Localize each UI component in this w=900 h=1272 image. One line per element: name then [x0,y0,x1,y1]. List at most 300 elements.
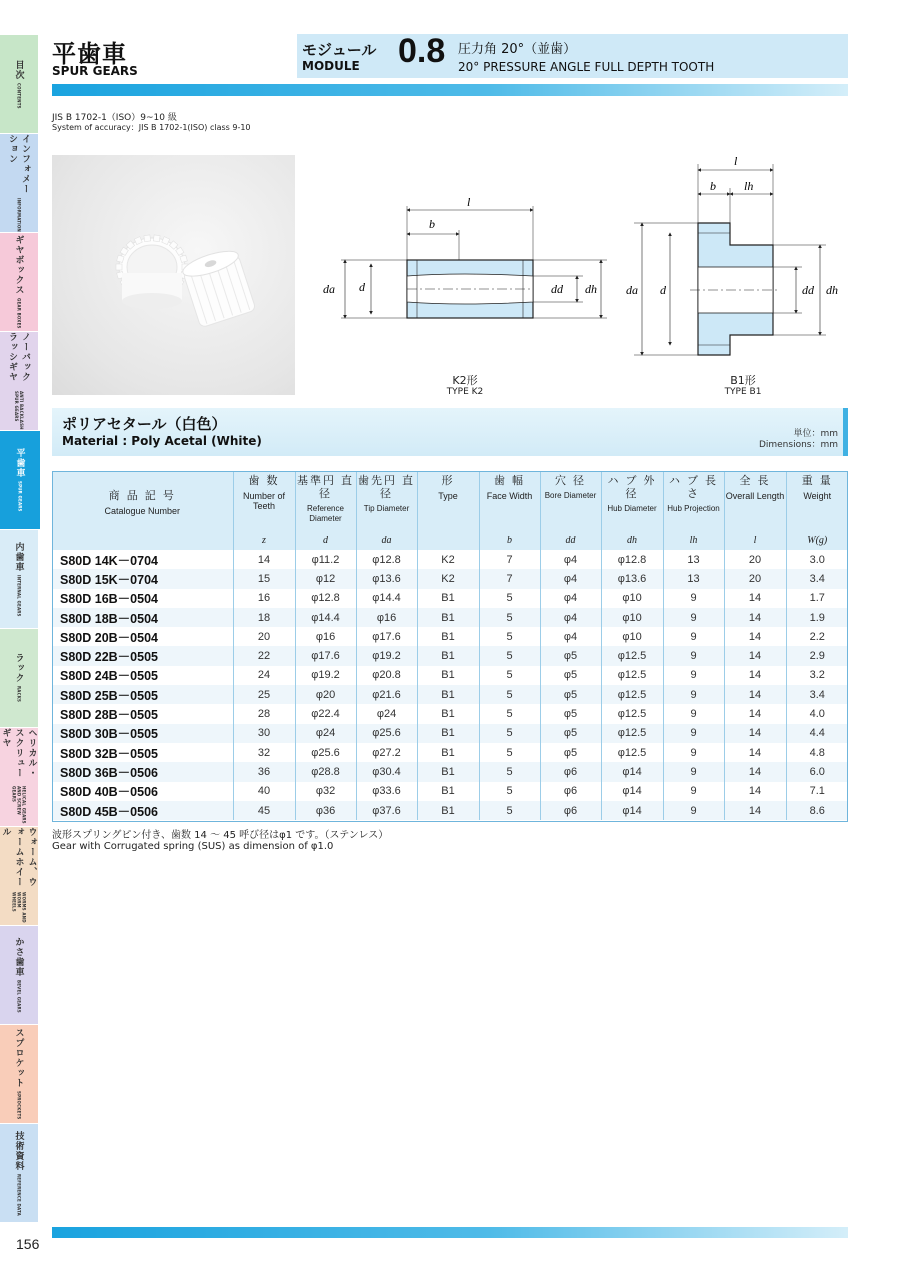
column-header [479,471,540,531]
side-tab-inner [13,235,26,329]
table-cell: φ10 [601,608,663,627]
table-cell: φ24 [295,724,356,743]
pressure-angle: 圧力角 20°（並歯） [458,42,577,57]
catalogue-number-cell: S80D 40B－0506 [52,782,233,801]
table-row [52,743,848,762]
table-row [52,685,848,704]
table-cell: 5 [479,724,540,743]
gear-photo-right [180,246,256,328]
table-cell: φ12.5 [601,704,663,723]
table-cell: 5 [479,646,540,665]
column-header-jp: 歯 幅 [493,475,526,487]
table-cell: φ37.6 [356,801,417,820]
table-cell: φ4 [540,569,601,588]
side-tab-10[interactable] [0,1025,38,1124]
column-header [663,471,724,531]
dim-label-d-b1: d [660,283,666,297]
table-row [52,646,848,665]
table-cell: φ17.6 [295,646,356,665]
column-header-en: Catalogue Number [104,506,181,516]
dim-label-dh-b1: dh [826,283,838,297]
table-cell: 5 [479,762,540,781]
catalogue-number-cell: S80D 28B－0505 [52,704,233,723]
side-tab-label-en: INFORMATION [16,198,22,232]
column-header-jp: ハ ブ 長 さ [668,475,719,500]
table-cell: 13 [663,569,724,588]
table-cell: B1 [417,646,479,665]
type-b1-label-en: TYPE B1 [724,387,762,397]
table-cell: 9 [663,627,724,646]
catalogue-number-cell: S80D 20B－0504 [52,627,233,646]
column-header-jp: 歯 数 [248,475,280,487]
table-cell: φ12.5 [601,743,663,762]
table-cell: 7 [479,569,540,588]
table-cell: 3.0 [809,553,825,566]
table-cell: 5 [479,627,540,646]
table-cell: φ12.8 [356,550,417,569]
table-cell: 9 [663,762,724,781]
dim-label-da-b1: da [626,283,638,297]
table-row [52,666,848,685]
table-cell: 9 [663,743,724,762]
catalogue-number-cell: S80D 36B－0506 [52,762,233,781]
table-cell: 4.8 [809,746,825,759]
dim-label-dd: dd [551,282,563,296]
table-cell: 5 [479,685,540,704]
table-cell: 5 [479,589,540,608]
table-cell: 32 [233,743,295,762]
column-header-jp: 商 品 記 号 [108,490,176,502]
side-tab-inner [0,728,39,826]
table-cell: 5 [479,608,540,627]
column-header-en: Hub Diameter [607,504,657,513]
unit-label: 単位：mm [793,429,838,439]
table-cell: φ12.5 [601,724,663,743]
side-tab-inner [13,1028,26,1119]
table-cell: 4.4 [786,724,848,743]
column-header-en: Weight [803,491,832,501]
table-cell: 9 [663,666,724,685]
column-header-en: Type [438,491,458,501]
side-tab-label: ヘリカル・スクリューギヤ [0,728,37,778]
side-tab-label-en: CONTENTS [16,82,22,109]
dim-label-lh: lh [744,179,754,193]
table-cell: 14 [724,646,786,665]
table-cell: 14 [724,724,786,743]
table-cell: φ6 [540,801,601,820]
table-cell: φ12.5 [601,646,663,665]
side-tab-label: 技術資料 [13,1130,24,1171]
spec-table [52,471,848,820]
table-cell: 20 [724,550,786,569]
dim-label-l-b1: l [734,154,738,168]
column-header-en: Face Width [486,491,533,501]
table-cell: 14 [724,743,786,762]
table-cell: 9 [663,724,724,743]
table-cell: φ12.8 [601,550,663,569]
product-photo [52,155,295,395]
table-cell: B1 [417,627,479,646]
side-tab-6[interactable] [0,629,38,728]
module-value: 0.8 [398,32,446,70]
module-label: モジュール [302,41,377,59]
table-cell: φ5 [540,646,601,665]
type-b1-label: B1形 [730,374,756,387]
side-tab-inner [13,60,26,109]
dim-label-dh: dh [585,282,597,296]
table-cell: 14 [724,666,786,685]
table-cell: 9 [663,782,724,801]
column-symbol: W(g) [786,531,848,550]
column-symbol: lh [663,531,724,550]
side-tab-label-en: RACKS [16,686,22,703]
dim-label-d: d [359,280,365,294]
dim-label-dd-b1: dd [802,283,814,297]
table-cell: 5 [479,801,540,820]
column-symbol: d [295,531,356,550]
table-cell: φ10 [601,589,663,608]
table-cell: 14 [724,608,786,627]
table-cell: φ16 [356,608,417,627]
side-tab-9[interactable] [0,926,38,1025]
column-header [724,471,786,531]
table-cell: φ14.4 [356,589,417,608]
pressure-angle-en: 20° PRESSURE ANGLE FULL DEPTH TOOTH [458,60,715,74]
side-tab-inner [13,1131,26,1216]
table-cell: 22 [233,646,295,665]
column-header [295,471,356,531]
side-tab-0[interactable] [0,35,38,134]
table-cell: φ12.5 [601,666,663,685]
table-cell: 15 [233,569,295,588]
table-cell: φ11.2 [295,550,356,569]
side-tab-11[interactable] [0,1124,38,1223]
material-title: ポリアセタール（白色） [62,415,227,433]
column-symbol: dh [601,531,663,550]
accuracy-class-en: System of accuracy：JIS B 1702-1(ISO) class 9-10 [52,123,251,132]
table-cell: B1 [417,685,479,704]
column-header-en: Hub Projection [667,504,720,513]
table-cell: φ5 [540,724,601,743]
table-cell: 30 [233,724,295,743]
catalogue-number-cell: S80D 14K－0704 [52,550,233,569]
side-tab-label-en: ANTI BACKLASH SPUR GEARS [14,390,24,430]
table-cell: φ5 [540,666,601,685]
catalogue-number-cell: S80D 16B－0504 [52,589,233,608]
side-tab-label: 平歯車 [14,448,25,479]
table-cell: 20 [233,627,295,646]
table-cell: B1 [417,608,479,627]
table-cell: 45 [233,801,295,820]
table-cell: 9 [663,646,724,665]
table-cell: 36 [233,762,295,781]
side-tab-8[interactable] [0,827,38,926]
side-tab-label: 内歯車 [13,541,24,572]
table-cell: K2 [417,550,479,569]
type-k2-diagram [315,190,615,330]
catalogue-number-cell: S80D 30B－0505 [52,724,233,743]
dim-label-da: da [323,282,335,296]
table-cell: φ14 [601,801,663,820]
table-row [52,589,848,608]
table-cell: φ19.2 [295,666,356,685]
side-tab-5[interactable] [0,530,38,629]
table-cell: 14 [724,762,786,781]
table-cell: 20 [724,569,786,588]
table-cell: φ25.6 [356,724,417,743]
side-tab-3[interactable] [0,332,38,431]
side-tab-label: ラック [13,653,24,684]
side-tab-1[interactable] [0,134,38,233]
column-symbol [52,531,233,550]
table-cell: 5 [479,743,540,762]
side-tab-inner [13,653,26,702]
table-cell: φ24 [356,704,417,723]
table-cell: φ13.6 [356,569,417,588]
catalogue-number-cell: S80D 18B－0504 [52,608,233,627]
module-label-en: MODULE [302,59,360,73]
side-tab-label-en: SPROCKETS [16,1091,22,1120]
side-tab-label: 目次 [13,59,24,80]
table-cell: φ33.6 [356,782,417,801]
table-cell: φ6 [540,762,601,781]
catalogue-number-cell: S80D 25B－0505 [52,685,233,704]
table-cell: 3.2 [809,669,825,682]
column-header-en: Bore Diameter [544,491,597,500]
table-cell: φ4 [540,550,601,569]
table-cell: φ5 [540,685,601,704]
side-tab-label-en: REFERENCE DATA [16,1173,22,1216]
column-header [417,471,479,531]
table-cell: φ28.8 [295,762,356,781]
page-number: 156 [16,1236,40,1252]
catalogue-number-cell: S80D 32B－0505 [52,743,233,762]
table-row [52,608,848,627]
side-tab-inner [13,937,26,1013]
table-cell: φ14.4 [295,608,356,627]
column-header [786,471,848,531]
table-row [52,762,848,781]
table-cell: B1 [417,589,479,608]
column-symbol: b [479,531,540,550]
column-symbol: z [233,531,295,550]
table-cell: 24 [233,666,295,685]
table-cell: φ12.8 [295,589,356,608]
column-header [356,471,417,531]
table-cell: 14 [724,704,786,723]
table-cell: φ19.2 [356,646,417,665]
table-cell: 40 [233,782,295,801]
side-tab-inner [14,448,27,512]
table-cell: φ4 [540,627,601,646]
catalogue-number-cell: S80D 22B－0505 [52,646,233,665]
column-header [52,471,233,531]
table-cell: 9 [663,801,724,820]
table-cell: φ25.6 [295,743,356,762]
side-tab-label-en: WORMS AND WORM WHEELS [11,891,27,923]
column-header-en: Overall Length [725,491,785,501]
side-tab-inner [13,542,26,617]
table-cell: 1.9 [786,608,848,627]
table-cell: B1 [417,724,479,743]
side-tab-label-en: BEVEL GEARS [16,980,22,1013]
table-cell: φ4 [540,589,601,608]
column-symbol: l [724,531,786,550]
column-header-jp: 穴 径 [554,475,587,487]
column-header-jp: 基準円 直 径 [296,475,355,500]
table-row [52,569,848,588]
side-tab-inner [6,332,32,430]
side-tab-inner [6,134,32,232]
table-cell: 9 [663,685,724,704]
gear-photo-left [116,235,188,309]
table-row [52,627,848,646]
table-cell: 5 [479,704,540,723]
page-title-en: SPUR GEARS [52,64,138,78]
title-underline-bar [52,84,848,96]
table-cell: φ10 [601,627,663,646]
table-cell: B1 [417,782,479,801]
table-cell: 14 [724,782,786,801]
side-tab-label: ギヤボックス [13,235,24,296]
table-cell: φ27.2 [356,743,417,762]
column-header [233,471,295,531]
column-header-jp: ハ ブ 外 径 [607,475,657,500]
table-cell: 5 [479,782,540,801]
table-cell: φ4 [540,608,601,627]
column-header [540,471,601,531]
column-header-jp: 全 長 [739,475,771,487]
side-tab-label: かさ歯車 [13,937,24,978]
table-cell: 1.7 [809,592,825,605]
catalogue-number-cell: S80D 15K－0704 [52,569,233,588]
table-cell: 16 [233,589,295,608]
column-header-jp: 歯先円 直 径 [357,475,416,500]
material-title-en: Material : Poly Acetal (White) [62,434,262,448]
column-header [601,471,663,531]
side-tab-label-en: SPUR GEARS [17,481,23,512]
type-k2-label: K2形 [452,374,478,387]
page-title: 平歯車 [52,40,127,68]
side-tab-label: ウォーム、ウォームホイール [0,827,37,887]
table-cell: 7 [479,550,540,569]
table-cell: 3.4 [786,685,848,704]
table-cell: φ5 [540,743,601,762]
side-tab-label: スプロケット [13,1028,24,1089]
catalogue-number-cell: S80D 45B－0506 [52,801,233,820]
table-cell: 9 [663,589,724,608]
table-cell: φ5 [540,704,601,723]
table-cell: K2 [417,569,479,588]
table-cell: 13 [663,550,724,569]
side-tab-7[interactable] [0,728,38,827]
table-cell: φ14 [601,762,663,781]
dim-label-b: b [429,217,435,231]
footer-bar [52,1227,848,1238]
dim-label-b-b1: b [710,179,716,193]
side-tab-inner [0,827,39,925]
table-cell: 7.1 [809,785,825,798]
side-tab-label-en: HELICAL GEARS AND SCREW GEARS [11,786,27,825]
table-row [52,724,848,743]
table-cell: B1 [417,743,479,762]
side-index-tabs [0,35,38,1223]
table-cell: 8.6 [786,801,848,820]
table-cell: 4.0 [809,708,825,721]
type-k2-label-en: TYPE K2 [446,387,484,397]
table-cell: B1 [417,704,479,723]
catalogue-number-cell: S80D 24B－0505 [52,666,233,685]
table-cell: 2.2 [809,630,825,643]
side-tab-label: ノーバックラッシギヤ [7,332,30,382]
table-cell: φ13.6 [601,569,663,588]
table-cell: 14 [724,589,786,608]
table-cell: φ12.5 [601,685,663,704]
table-cell: 9 [663,704,724,723]
table-cell: 14 [724,627,786,646]
table-cell: 6.0 [786,762,848,781]
table-row [52,704,848,723]
table-cell: φ12 [295,569,356,588]
table-cell: φ6 [540,782,601,801]
type-b1-diagram [620,150,845,365]
table-cell: 18 [233,608,295,627]
column-header-en: Reference Diameter [307,504,344,523]
column-header-en: Number of Teeth [242,491,286,511]
table-cell: φ20 [295,685,356,704]
table-cell: 25 [233,685,295,704]
table-cell: φ16 [295,627,356,646]
side-tab-label-en: GEAR BOXES [16,298,22,329]
table-cell: 9 [663,608,724,627]
column-header-jp: 重 量 [801,475,833,487]
table-cell: φ20.8 [356,666,417,685]
table-cell: 2.9 [786,646,848,665]
table-cell: B1 [417,666,479,685]
side-tab-label: インフォメーション [7,134,30,194]
unit-label-en: Dimensions：mm [758,440,838,450]
table-cell: φ21.6 [356,685,417,704]
column-symbol: da [356,531,417,550]
side-tab-4[interactable] [0,431,40,530]
table-cell: 14 [724,685,786,704]
table-cell: φ14 [601,782,663,801]
table-cell: φ17.6 [356,627,417,646]
table-cell: φ36 [295,801,356,820]
side-tab-label-en: INTERNAL GEARS [16,574,22,617]
table-cell: φ22.4 [295,704,356,723]
table-row [52,801,848,820]
table-cell: 28 [233,704,295,723]
table-cell: 14 [233,550,295,569]
table-row [52,782,848,801]
accuracy-class: JIS B 1702-1（ISO）9~10 級 [52,113,177,123]
side-tab-2[interactable] [0,233,38,332]
table-cell: 3.4 [786,569,848,588]
footnote-en: Gear with Corrugated spring (SUS) as dimension of φ1.0 [52,841,334,852]
table-cell: φ32 [295,782,356,801]
table-cell: B1 [417,801,479,820]
dim-label-l: l [467,195,471,209]
footnote: 波形スプリングピン付き、歯数 14 ～ 45 呼び径はφ1 です。（ステンレス） [52,830,389,841]
column-symbol: dd [540,531,601,550]
column-header-jp: 形 [441,475,455,487]
column-symbol [417,531,479,550]
table-cell: B1 [417,762,479,781]
table-cell: 14 [724,801,786,820]
column-header-en: Tip Diameter [363,504,410,513]
table-cell: 5 [479,666,540,685]
